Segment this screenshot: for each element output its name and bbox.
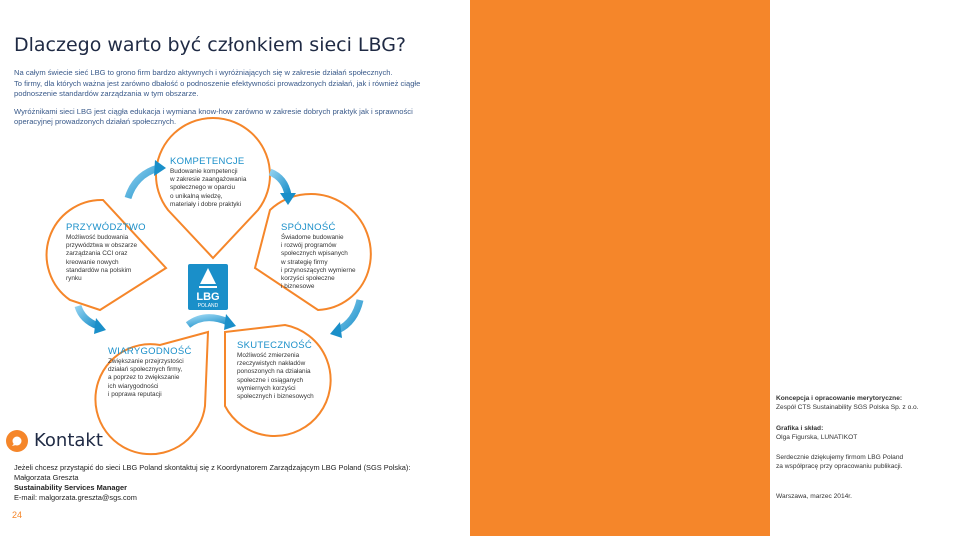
arrow-head-icon — [224, 314, 236, 330]
arrow-head-icon — [94, 318, 106, 334]
block-wiarygodnosc: WIARYGODNOŚĆ Zwiększanie przejrzystości działań społecznych firmy, a poprzez to zwiększanie ich wiarygodności i poprawa reputacji — [108, 346, 192, 398]
lbg-logo-stripe — [199, 286, 217, 288]
chat-bubble-icon — [6, 430, 28, 452]
page-number: 24 — [12, 510, 23, 520]
intro-paragraph-2: Wyróżnikami sieci LBG jest ciągła edukacja i wymiana know-how zarówno w zakresie dobrych praktyk jak i sprawności operacyjnej prowadzonych działań społecznych. — [14, 106, 413, 126]
block-przywodztwo: PRZYWÓDZTWO Możliwość budowania przywództwa w obszarze zarządzania CCI oraz kreowanie nowych standardów na polskim rynku — [66, 222, 146, 283]
intro-paragraph-1: Na całym świecie sieć LBG to grono firm bardzo aktywnych i wyróżniających się w zakresie działań społecznych. To firmy, dla których ważna jest zarówno dbałość o podnoszenie efektywności prowadzonych działań, jak i również ciągłe podnoszenie standardów zarządzania w tym obszarze. — [14, 68, 421, 98]
lbg-logo-text: LBG — [196, 291, 220, 303]
lbg-logo-subtext: POLAND — [197, 303, 219, 309]
arrow-icon — [270, 172, 288, 195]
block-spojnosc: SPÓJNOŚĆ Świadome budowanie i rozwój programów społecznych wpisanych w strategię firmy i przynoszących wymierne korzyści społeczne i biznesowe — [281, 222, 356, 291]
page-title: Dlaczego warto być członkiem sieci LBG? — [14, 34, 407, 56]
credits-graphics: Grafika i skład: Olga Figurska, LUNATIKOT — [776, 425, 858, 441]
contact-email[interactable]: E-mail: malgorzata.greszta@sgs.com — [14, 493, 137, 502]
block-skutecznosc: SKUTECZNOŚĆ Możliwość zmierzenia rzeczywistych nakładów ponoszonych na działania społeczne i osiąganych wymiernych korzyści społecznych i biznesowych — [237, 340, 314, 401]
credits-thanks: Serdecznie dziękujemy firmom LBG Poland za współpracę przy opracowaniu publikacji. — [776, 454, 904, 470]
arrow-head-icon — [330, 322, 342, 338]
contact-title: Kontakt — [34, 430, 103, 451]
contact-text: Jeżeli chcesz przystąpić do sieci LBG Poland skontaktuj się z Koordynatorem Zarządzającym LBG Poland (SGS Polska): Małgorzata Greszta Sustainability Services Manager E-mail: malgorzata.greszta@sgs.com — [14, 463, 411, 502]
credits-date: Warszawa, marzec 2014r. — [776, 493, 852, 500]
contact-icon — [6, 430, 28, 452]
arrow-icon — [128, 168, 158, 198]
orange-panel — [470, 0, 770, 536]
credits-concept: Koncepcja i opracowanie merytoryczne: Zespół CTS Sustainability SGS Polska Sp. z o.o. — [776, 395, 919, 411]
arrow-icon — [188, 318, 228, 325]
block-kompetencje: KOMPETENCJE Budowanie kompetencji w zakresie zaangażowania społecznego w oparciu o unikalną wiedzę, materiały i dobre praktyki — [170, 156, 247, 208]
